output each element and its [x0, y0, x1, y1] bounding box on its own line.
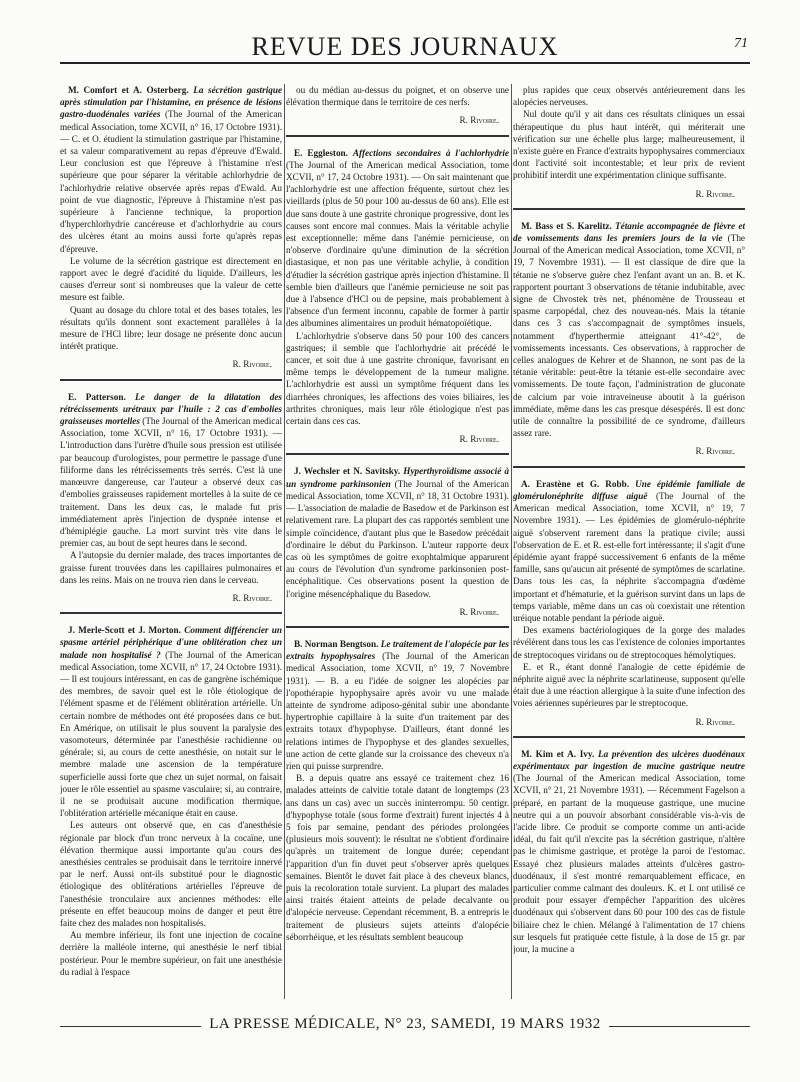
article-separator — [286, 626, 509, 628]
column-divider — [511, 84, 512, 999]
article-signature: R. Rivoire. — [232, 592, 272, 603]
article-body: (The Journal of the American medical Association, tome XCVII, n° 19, 7 Novembre 1931). — Il est classique de dire que la tétanie ne s'observe guère chez l'enfant avant un an. B. et K. rapportent pourtant 3 observations de tétanie indubitable, avec signe de Chvostek très net, phénomène de Trousseau et spasme carpopédal, chez des nouveau-nés. Mais la tétanie dans ces 3 cas s'accompagnait de symptômes insuels, notamment d'hyperthermie atteignant 41°-42°, de vomissements incessants. Ces observations, à rapprocher de celles analogues de Kehrer et de Shannon, ne sont pas de la tétanie véritable: peut-être la tétanie est-elle secondaire avec vomissements. De toute façon, l'administration de gluconate de calcium par voie intraveineuse aboutit à la guérison immédiate, même dans les cas presque désespérés. Il est donc utile de connaître la possibilité de ce syndrome, d'ailleurs assez rare. — [513, 233, 745, 439]
article-body: (The Journal of the American medical Association, tome XCVII, n° 19, 7 Novembre 1931). — B. a eu l'idée de soigner les alopécies par l'opothérapie hypophysaire après avoir vu une malade atteinte de syndrome adiposo-génital subir une abondante hypertrophie capillaire à la suite d'un traitement par des extraits totaux d'hypophyse. D'ailleurs, étant donné les relations intimes de l'hypophyse et des glandes sexuelles, une action de cette glande sur la croissance des cheveux n'a rien qui puisse surprendre. — [286, 651, 509, 771]
article-title: Le danger de la dilatation des rétrécissements urétraux par l'huile : 2 cas d'embolies graisseuses mortelles — [60, 391, 282, 427]
article-bass — [513, 220, 745, 458]
article-paragraph: E. et R., étant donné l'analogie de cette épidémie de néphrite aiguë avec la néphrite scarlatineuse, supposent qu'elle était due à une réaction allergique à la suite d'une infection des voies aériennes supérieures par le streptocoque. — [513, 661, 745, 709]
header-rule — [60, 62, 750, 64]
page-header — [60, 28, 750, 66]
article-kim — [513, 748, 745, 955]
article-bengtson-continued — [513, 84, 745, 200]
article-paragraph: Nul doute qu'il y ait dans ces résultats cliniques un essai thérapeutique du plus haut intérêt, qui mériterait une vérification sur une échelle plus large; malheureusement, il n'existe guère en France d'extraits hypophysaires commerciaux dont l'activité soit incontestable; et leur prix de revient prohibitif interdit une expérimentation clinique suffisante. — [513, 109, 745, 181]
article-authors: M. Kim et A. Ivy. — [521, 748, 595, 759]
article-authors: J. Merle-Scott et J. Morton. — [68, 625, 181, 636]
page-number: 71 — [734, 36, 748, 51]
article-signature: R. Rivoire. — [695, 716, 735, 727]
article-separator — [60, 612, 282, 614]
article-authors: J. Wechsler et N. Savitsky. — [294, 466, 401, 477]
article-paragraph: ou du médian au-dessus du poignet, et on observe une élévation thermique dans le territoire de ces nerfs. — [286, 85, 509, 108]
page-footer — [60, 1016, 750, 1046]
article-paragraph: B. a depuis quatre ans essayé ce traitement chez 16 malades atteints de calvitie totale datant de longtemps (23 ans dans un cas) avec un succès ininterrompu. 50 centigr. d'hypophyse totale (sous forme d'extrait) furent injectés 4 à 5 fois par semaine, pendant des périodes prolongées (plusieurs mois souvent): le résultat ne s'obtient d'ordinaire qu'après un traitement de longue durée; cependant l'apparition d'un fin duvet peut s'observer après quelques semaines. Bientôt le duvet fait place à des cheveux blancs, puis la recoloration totale survient. La plupart des malades ainsi traités étaient atteints de pelade decalvante ou d'alopécie nerveuse. Cependant récemment, B. a entrepris le traitement de plusieurs sujets atteints d'alopécie séborrhéique, et les résultats semblent beaucoup — [286, 773, 509, 942]
article-patterson — [60, 391, 282, 604]
article-body: (The Journal of the American medical Association, tome XCVII, n° 19, 7 Novembre 1931). — Les épidémies de glomérulo-néphrite aiguë s'observent rarement dans la pratique civile; aussi l'observation de E. et R. est-elle fort intéressante; il s'agit d'une épidémie ayant frappé successivement 6 enfants de la même famille, sans qu'aucun ait présenté de symptômes de scarlatine. Dans tous les cas, la néphrite s'accompagna d'œdème important et d'hématurie, et la guérison survint dans un laps de temps variable, même dans un cas où coexistait une rétention uréique notable pendant la période aiguë. — [513, 490, 745, 623]
article-merle-scott — [60, 624, 282, 978]
column-2 — [286, 84, 509, 1004]
article-authors: A. Erastène et G. Robb. — [521, 478, 630, 489]
article-signature: R. Rivoire. — [459, 606, 499, 617]
article-title: Comment différencier un spasme artériel périphérique d'une oblitération chez un malade non hospitalisé ? — [60, 625, 282, 660]
article-comfort — [60, 84, 282, 371]
article-title: Affections secondaires à l'achlorhydrie — [352, 147, 509, 158]
article-authors: E. Eggleston. — [294, 147, 348, 158]
article-paragraph: Au membre inférieur, ils font une injection de cocaïne derrière la malléole interne, qui anesthésie le nerf tibial postérieur. Pour le membre supérieur, on fait une anesthésie du radial à l'espace — [60, 930, 282, 977]
article-separator — [513, 736, 745, 738]
article-erastene — [513, 478, 745, 728]
article-authors: M. Comfort et A. Osterberg. — [68, 85, 189, 95]
article-signature: R. Rivoire. — [695, 188, 735, 199]
journal-section-title: REVUE DES JOURNAUX — [251, 32, 559, 61]
article-paragraph: Le volume de la sécrétion gastrique est directement en rapport avec le degré d'acidité du liquide. D'ailleurs, les causes d'erreur sont si nombreuses que la valeur de cette mesure est faible. — [60, 255, 282, 303]
article-signature: R. Rivoire. — [459, 434, 499, 445]
article-authors: E. Patterson. — [68, 391, 126, 402]
article-title: Le traitement de l'alopécie par les extraits hypophysaires — [286, 638, 509, 662]
article-body: (The Journal of the American medical Association, tome XCVII, n° 17, 24 Octobre 1931). — Il est toujours intéressant, en cas de gangrène ischémique des membres, de savoir quel est le rôle étiologique de l'élément spasme et de l'élément oblitération artérielle. Un certain nombre de méthodes ont été proposées dans ce but. En Amérique, on utilisait le plus souvent la paralysie des vasomoteurs, déterminée par l'anesthésie rachidienne ou générale; si, au cours de cette anesthésie, on notait sur le membre malade une ascension de la température superficielle aussi forte que chez un sujet normal, on faisait jouer le rôle essentiel au spasme vasculaire; si, au contraire, il ne se produisait aucune modification thermique, l'oblitération artérielle mécanique était en cause. — [60, 649, 282, 819]
article-paragraph: A l'autopsie du dernier malade, des traces importantes de graisse furent trouvées dans les capillaires pulmonaires et dans les reins. Mais on ne trouva rien dans le cerveau. — [60, 550, 282, 585]
article-title: Tétanie accompagnée de fièvre et de vomissements dans les premiers jours de la vie — [513, 220, 745, 244]
article-signature: R. Rivoire. — [695, 446, 735, 457]
article-separator — [286, 135, 509, 137]
article-paragraph: L'achlorhydrie s'observe dans 50 pour 100 des cancers gastriques; il semble que l'achlorhydrie ait précédé le cancer, et soit due à une gastrite chronique, favorisant en même temps le développement de la tumeur maligne. L'achlorhydrie est aussi un symptôme fréquent dans les diarrhées chroniques, les affections des voies biliaires, les arthrites chroniques, mais leur rôle étiologique n'est pas certain dans ces cas. — [286, 330, 509, 427]
article-authors: M. Bass et S. Karelitz. — [521, 220, 612, 231]
column-divider — [284, 84, 285, 999]
article-title: Une épidémie familiale de glomérulonéphrite diffuse aiguë — [513, 478, 745, 501]
article-title: Hyperthyroïdisme associé à un syndrome parkinsonien — [286, 466, 509, 489]
column-3 — [513, 84, 745, 1004]
article-title: La sécrétion gastrique après stimulation par l'histamine, en présence de lésions gastro-duodénales variées — [60, 85, 282, 120]
article-separator — [513, 466, 745, 468]
article-wechsler — [286, 465, 509, 617]
article-paragraph: Quant au dosage du chlore total et des bases totales, les résultats qu'ils donnent sont exactement parallèles à la mesure de l'HCl libre; leur dosage ne présente donc aucun intérêt pratique. — [60, 304, 282, 352]
column-1 — [60, 84, 282, 1004]
article-body: (The Journal of the American medical Association, tome XCVII, n° 18, 31 Octobre 1931). — L'association de maladie de Basedow et de Parkinson est relativement rare. La plupart des cas rapportés semblent une simple coïncidence, d'autant plus que le Basedow précédait d'ordinaire le début du Parkinson. L'auteur rapporte deux cas où les symptômes de goitre exophtalmique apparurent au cours de l'évolution d'un syndrome parkinsonien post-encéphalitique. Ces observations posent la question de l'origine mésencéphalique du Basedow. — [286, 478, 509, 599]
article-eggleston — [286, 147, 509, 446]
article-paragraph: Des examens bactériologiques de la gorge des malades révélèrent dans tous les cas l'existence de colonies importantes de streptocoques viridans ou de streptocoques hémolytiques. — [513, 625, 745, 660]
footer-journal-line — [60, 1016, 750, 1033]
article-signature: R. Rivoire. — [459, 115, 499, 126]
article-title: La prévention des ulcères duodénaux expérimentaux par ingestion de mucine gastrique neutre — [513, 748, 745, 771]
article-authors: B. Norman Bengtson. — [294, 638, 379, 649]
article-separator — [286, 453, 509, 455]
article-separator — [60, 379, 282, 381]
article-body: (The Journal of the American medical Association, tome XCVII, n° 21, 21 Novembre 1931). — Récemment Fagelson a préparé, en partant de la muqueuse gastrique, une mucine neutre qui a un pouvoir absorbant considérable vis-à-vis de l'acide libre. Ce produit se comporte comme un anti-acide idéal, du fait qu'il n'excite pas la sécrétion gastrique, n'altère pas le chimisme gastrique, et protège la paroi de l'estomac. Essayé chez plusieurs malades atteints d'ulcères gastro-duodénaux, il s'est montré remarquablement efficace, en particulier comme calmant des douleurs. K. et I. ont utilisé ce produit pour essayer d'empêcher l'apparition des ulcères duodénaux qui s'observent dans 60 pour 100 des cas de fistule biliaire chez le chien. Mélangé à l'alimentation de 17 chiens sur lesquels fut pratiquée cette fistule, à la dose de 15 gr. par jour, la mucine a — [513, 773, 745, 954]
article-body: (The Journal of the American medical Association, tome XCVII, n° 16, 17 Octobre 1931). — L'introduction dans l'urètre d'huile sous pression est utilisée par beaucoup d'urologistes, pour permettre le passage d'une filiforme dans les rétrécissements très serrés. C'est là une manœuvre dangereuse, car l'auteur a observé deux cas d'embolies graisseuses rapidement mortelles à la suite de ce traitement. Dans les deux cas, le malade fut pris immédiatement après l'injection de dyspnée intense et d'hémiplégie gauche. La mort survint très vite dans le premier cas, au bout de sept heures dans le second. — [60, 416, 282, 549]
article-signature: R. Rivoire. — [232, 359, 272, 370]
article-paragraph: plus rapides que ceux observés antérieurement dans les alopécies nerveuses. — [513, 85, 745, 108]
article-body: (The Journal of the American medical Association, tome XCVII, n° 16, 17 Octobre 1931). — C. et O. étudient la stimulation gastrique par l'histamine, et sa valeur comparativement au repas d'épreuve d'Ewald. Leur conclusion est que l'épreuve à l'histamine n'est supérieure que pour séparer la véritable achlorhydrie de l'achlorhydrie relative observée après repas d'Ewald. Au point de vue diagnostic, l'épreuve à l'histamine n'est pas supérieure à l'ancienne technique, la proportion d'hyperchlorhydrie cancéreuse et d'achlorhydrie au cours des ulcères étant au moins aussi forte qu'après repas d'épreuve. — [60, 109, 282, 254]
article-bengtson — [286, 638, 509, 943]
article-paragraph: Les auteurs ont observé que, en cas d'anesthésie régionale par block d'un tronc nerveux à la cocaïne, une élévation thermique aussi importante qu'au cours des anesthésies centrales se produisait dans le territoire innervé par le nerf. Aussi ont-ils substitué pour le diagnostic étiologique des oblitérations artérielles l'épreuve de l'anesthésie tronculaire aux anciennes méthodes: elle présente en effet beaucoup moins de danger et peut être faite chez des malades non hospitalisés. — [60, 820, 282, 928]
article-separator — [513, 208, 745, 210]
article-body: (The Journal of the American medical Association, tome XCVII, n° 17, 24 Octobre 1931). — On sait maintenant que l'achlorhydrie est une affection fréquente, surtout chez les vieillards (plus de 50 pour 100 au-dessus de 60 ans). Elle est due sans doute à une gastrite chronique progressive, dont les causes sont encore mal connues. Mais la véritable achylie est exceptionnelle: même dans l'anémie pernicieuse, on n'observe d'ordinaire qu'une diminution de la sécrétion diastasique, et non pas une véritable achylie, à condition d'étudier la sécrétion gastrique après injection d'histamine. Il semble bien d'ailleurs que l'anémie pernicieuse ne soit pas due à l'absence d'HCl ou de pepsine, mais probablement à l'absence d'un ferment inconnu, capable de former à partir des albumines alimentaires un produit hématopoïétique. — [286, 159, 509, 329]
article-merle-scott-continued — [286, 84, 509, 127]
footer-text: LA PRESSE MÉDICALE, N° 23, SAMEDI, 19 MARS 1932 — [201, 1016, 609, 1032]
